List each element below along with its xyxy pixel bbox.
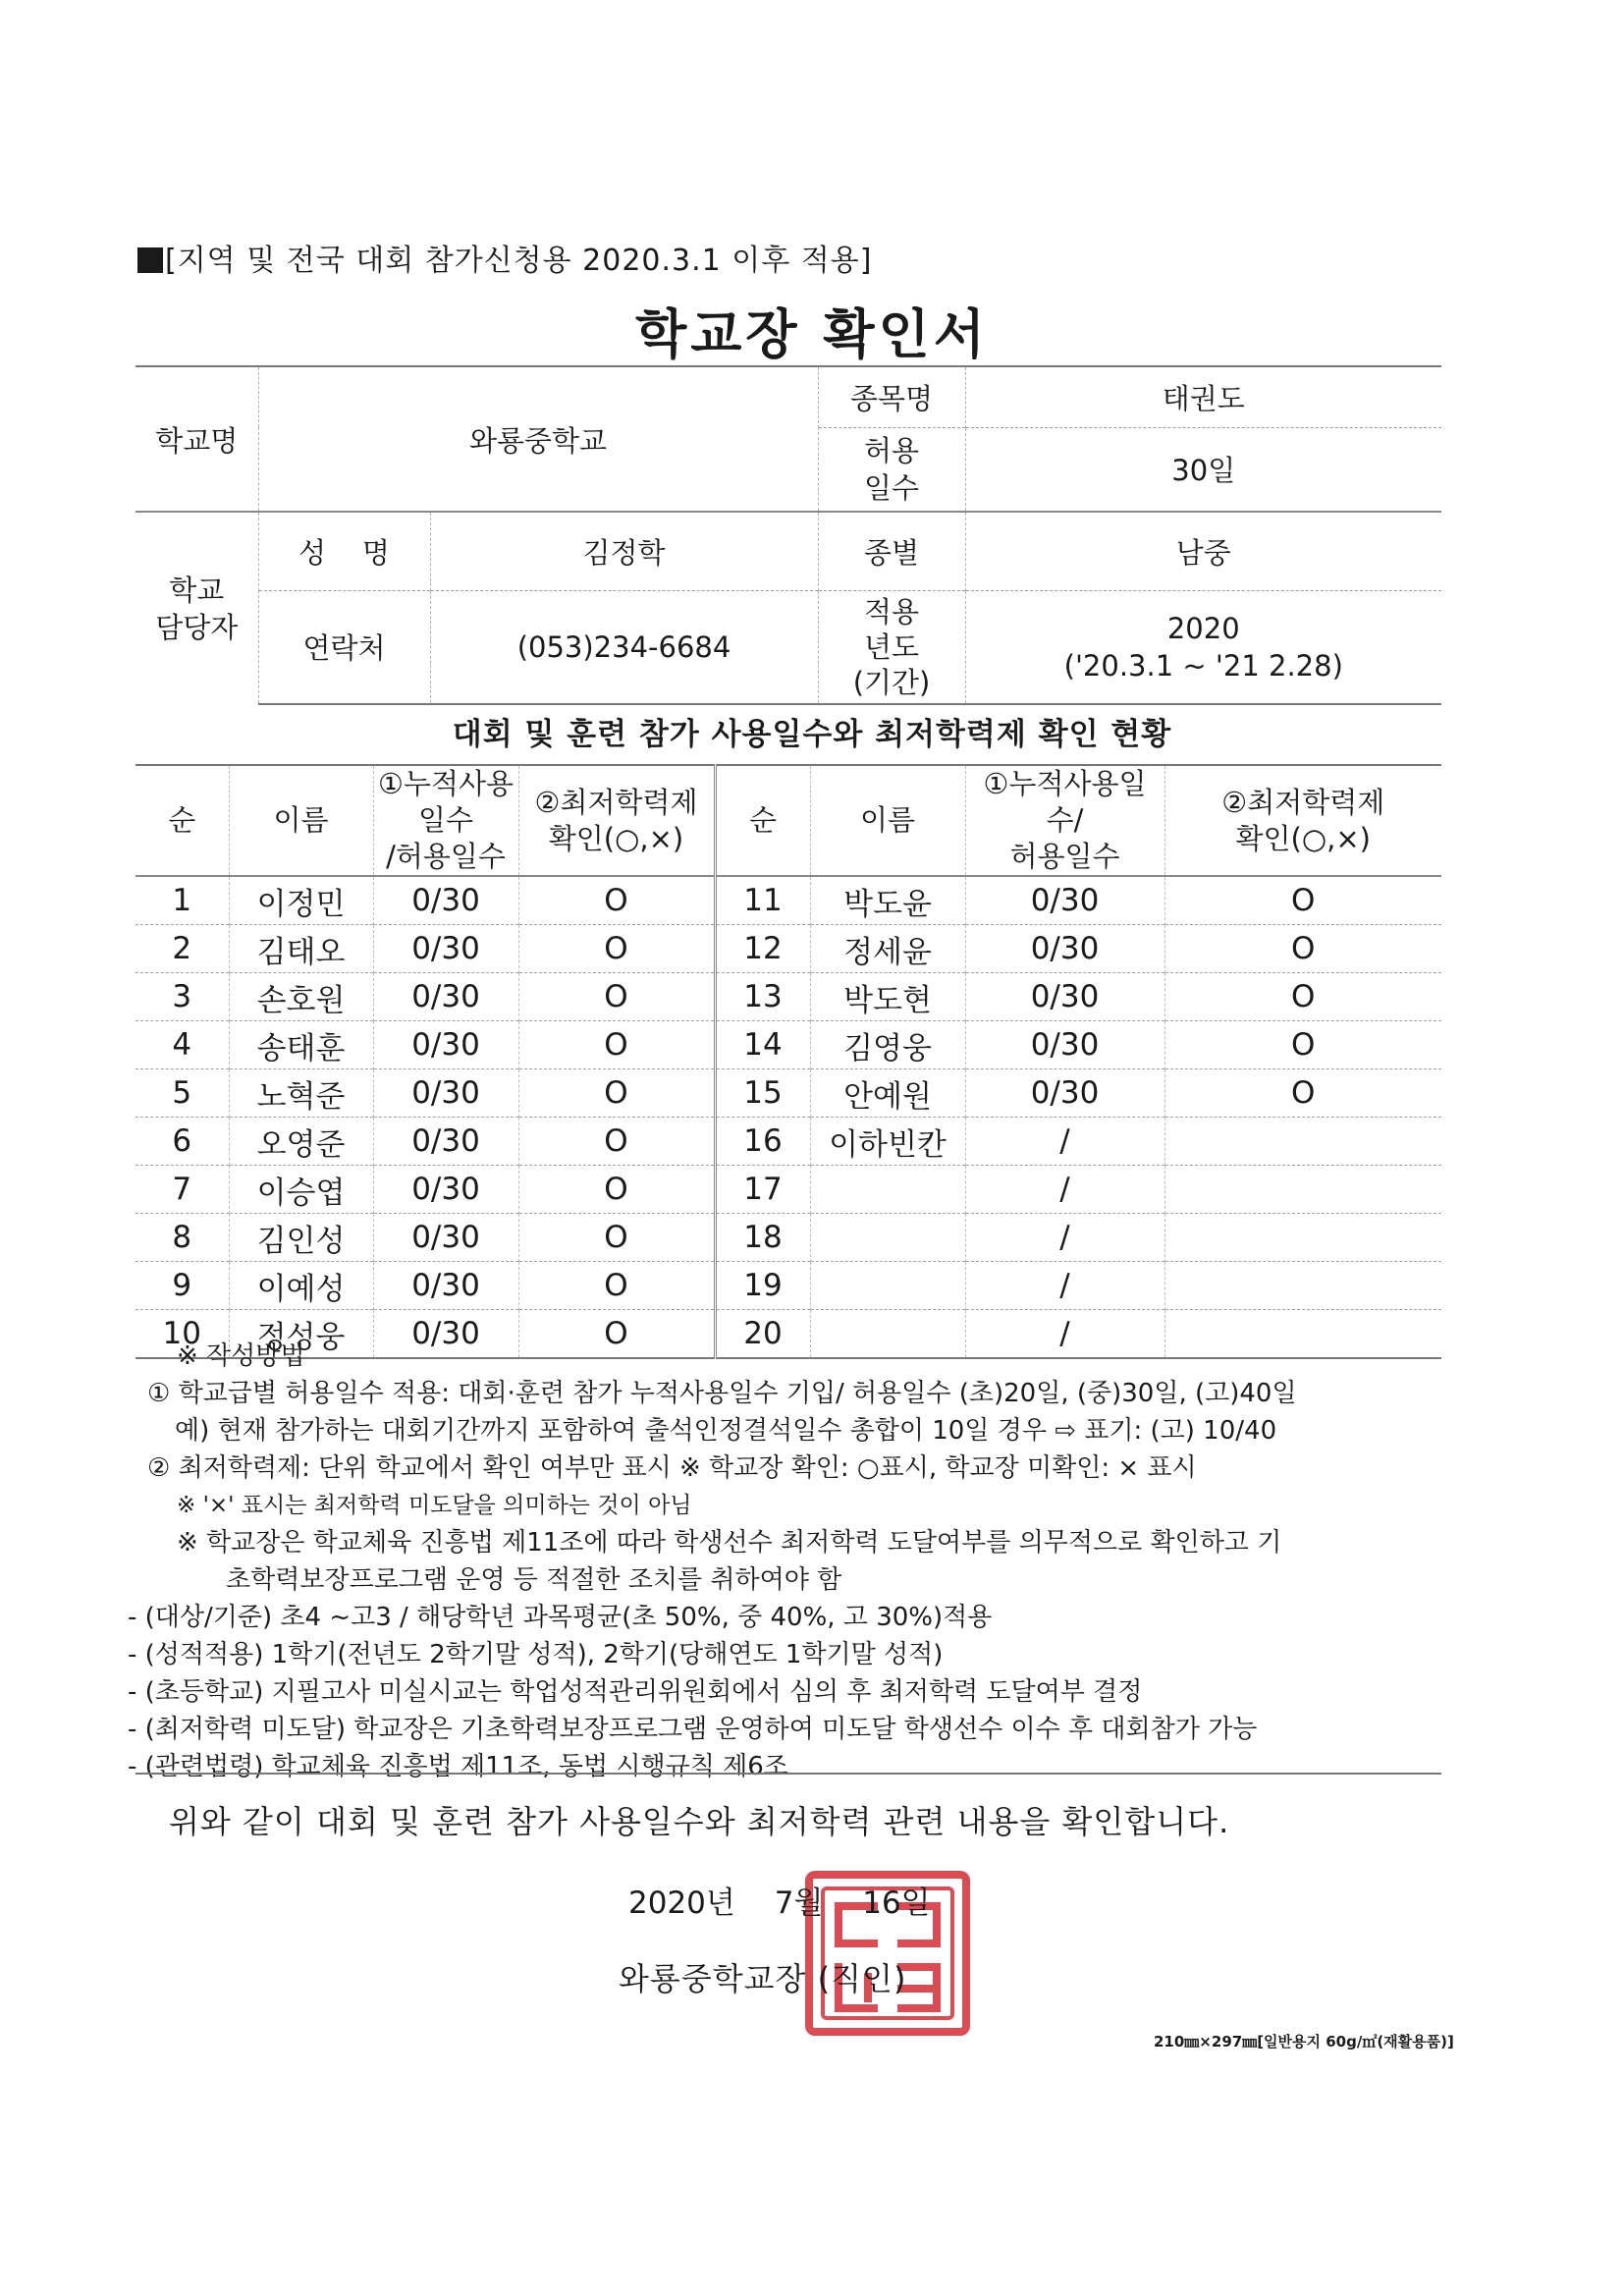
student-no: 15: [715, 1069, 810, 1118]
detail-3: - (초등학교) 지필고사 미실시교는 학업성적관리위원회에서 심의 후 최저학력 도달여부 결정: [128, 1677, 1143, 1707]
note-4a: ※ 학교장은 학교체육 진흥법 제11조에 따라 학생선수 최저학력 도달여부를 의무적으로 확인하고 기: [177, 1528, 1282, 1558]
student-no: 4: [135, 1021, 229, 1069]
min-academic-check: [1164, 1262, 1441, 1310]
student-no: 8: [135, 1214, 229, 1262]
min-academic-check: O: [1164, 1021, 1441, 1069]
student-no: 14: [715, 1021, 810, 1069]
student-name: 오영준: [229, 1118, 373, 1166]
min-academic-check: O: [518, 1069, 715, 1118]
min-academic-check: O: [518, 1118, 715, 1166]
student-no: 6: [135, 1118, 229, 1166]
usage-days: 0/30: [965, 1069, 1164, 1118]
usage-days: /: [965, 1118, 1164, 1166]
student-name: 이정민: [229, 876, 373, 925]
min-academic-check: [1164, 1166, 1441, 1214]
student-no: 10: [135, 1310, 229, 1359]
allowed-days-label: 허용 일수: [818, 427, 965, 512]
detail-1: - (대상/기준) 초4 ~고3 / 해당학년 과목평균(초 50%, 중 40%, 고 30%)적용: [128, 1603, 993, 1632]
manager-name-label: 성 명: [258, 512, 430, 590]
table-row: [135, 1166, 1441, 1214]
paper-spec: 210㎜×297㎜[일반용지 60g/㎡(재활용품)]: [1154, 2033, 1454, 2050]
sport-label: 종목명: [818, 366, 965, 427]
usage-days: 0/30: [373, 1166, 518, 1214]
student-name: 송태훈: [229, 1021, 373, 1069]
min-academic-check: O: [1164, 925, 1441, 973]
form-category: [지역 및 전국 대회 참가신청용 2020.3.1 이후 적용]: [137, 236, 872, 279]
allowed-days-value: 30일: [965, 427, 1441, 512]
header-no-left: 순: [135, 765, 229, 876]
detail-2: - (성적적용) 1학기(전년도 2학기말 성적), 2학기(당해연도 1학기말 성적): [128, 1640, 944, 1669]
detail-5: - (관련법령) 학교체육 진흥법 제11조, 동법 시행규칙 제6조: [128, 1752, 788, 1781]
roster-section-title: 대회 및 훈련 참가 사용일수와 최저학력제 확인 현황: [452, 717, 1172, 752]
student-no: 5: [135, 1069, 229, 1118]
confirmation-statement: 위와 같이 대회 및 훈련 참가 사용일수와 최저학력 관련 내용을 확인합니다.: [169, 1803, 1230, 1840]
student-no: 16: [715, 1118, 810, 1166]
gender-label: 종별: [818, 512, 965, 590]
student-name: 박도현: [810, 973, 965, 1021]
usage-days: 0/30: [965, 1021, 1164, 1069]
student-name: 정성웅: [229, 1310, 373, 1359]
min-academic-check: O: [1164, 973, 1441, 1021]
student-name: 손호원: [229, 973, 373, 1021]
student-name: 정세윤: [810, 925, 965, 973]
student-name: 김영웅: [810, 1021, 965, 1069]
student-name: [810, 1166, 965, 1214]
note-1a: ① 학교급별 허용일수 적용: 대회·훈련 참가 누적사용일수 기입/ 허용일수 (초)20일, (중)30일, (고)40일: [147, 1379, 1297, 1408]
student-no: 9: [135, 1262, 229, 1310]
year-label: 적용 년도 (기간): [818, 590, 965, 704]
contact-label: 연락처: [258, 590, 430, 704]
table-row: [135, 1262, 1441, 1310]
usage-days: 0/30: [373, 973, 518, 1021]
min-academic-check: O: [518, 1166, 715, 1214]
table-row: [135, 876, 1441, 925]
min-academic-check: O: [518, 1021, 715, 1069]
student-name: 이승엽: [229, 1166, 373, 1214]
manager-label: 학교 담당자: [135, 512, 258, 704]
header-check-right: ②최저학력제 확인(○,×): [1164, 765, 1441, 876]
school-info-table: [135, 365, 1441, 705]
min-academic-check: O: [1164, 1069, 1441, 1118]
student-no: 18: [715, 1214, 810, 1262]
usage-days: 0/30: [965, 925, 1164, 973]
note-4b: 초학력보장프로그램 운영 등 적절한 조치를 취하여야 함: [226, 1565, 842, 1595]
student-no: 20: [715, 1310, 810, 1359]
usage-days: /: [965, 1310, 1164, 1359]
school-name-label: 학교명: [135, 366, 258, 512]
student-name: [810, 1262, 965, 1310]
header-usage-left: ①누적사용일수 /허용일수: [373, 765, 518, 876]
header-usage-right: ①누적사용일수/ 허용일수: [965, 765, 1164, 876]
usage-days: 0/30: [965, 876, 1164, 925]
usage-days: 0/30: [373, 1214, 518, 1262]
principal-signature-line: 와룡중학교장 (직인): [619, 1960, 907, 1997]
note-3: ※ '×' 표시는 최저학력 미도달을 의미하는 것이 아님: [177, 1493, 692, 1518]
table-row: [135, 973, 1441, 1021]
contact-value: (053)234-6684: [430, 590, 818, 704]
min-academic-check: O: [1164, 876, 1441, 925]
table-row: [135, 1021, 1441, 1069]
detail-4: - (최저학력 미도달) 학교장은 기초학력보장프로그램 운영하여 미도달 학생선수 이수 후 대회참가 가능: [128, 1715, 1258, 1744]
year-value: 2020 ('20.3.1 ~ '21 2.28): [965, 590, 1441, 704]
usage-days: 0/30: [965, 973, 1164, 1021]
table-row: [135, 925, 1441, 973]
student-name: 이예성: [229, 1262, 373, 1310]
student-no: 7: [135, 1166, 229, 1214]
min-academic-check: O: [518, 1262, 715, 1310]
min-academic-check: O: [518, 1310, 715, 1359]
writing-instructions: [128, 1338, 1443, 1785]
min-academic-check: [1164, 1118, 1441, 1166]
usage-days: 0/30: [373, 1262, 518, 1310]
note-2: ② 최저학력제: 단위 학교에서 확인 여부만 표시 ※ 학교장 확인: ○표시, 학교장 미확인: × 표시: [147, 1453, 1197, 1483]
student-no: 2: [135, 925, 229, 973]
student-no: 3: [135, 973, 229, 1021]
header-no-right: 순: [715, 765, 810, 876]
student-name: 이하빈칸: [810, 1118, 965, 1166]
usage-days: /: [965, 1262, 1164, 1310]
usage-days: 0/30: [373, 1118, 518, 1166]
student-no: 11: [715, 876, 810, 925]
student-no: 13: [715, 973, 810, 1021]
notes-heading: ※ 작성방법: [177, 1341, 305, 1371]
student-name: 박도윤: [810, 876, 965, 925]
min-academic-check: O: [518, 973, 715, 1021]
student-name: [810, 1214, 965, 1262]
header-name-right: 이름: [810, 765, 965, 876]
student-no: 19: [715, 1262, 810, 1310]
student-no: 12: [715, 925, 810, 973]
usage-days: 0/30: [373, 876, 518, 925]
manager-name-value: 김정학: [430, 512, 818, 590]
roster-header-row: [135, 765, 1441, 876]
min-academic-check: O: [518, 876, 715, 925]
usage-days: 0/30: [373, 1021, 518, 1069]
roster-table: [135, 764, 1441, 1359]
school-name-value: 와룡중학교: [258, 366, 818, 512]
header-name-left: 이름: [229, 765, 373, 876]
usage-days: 0/30: [373, 1069, 518, 1118]
gender-value: 남중: [965, 512, 1441, 590]
student-name: 김인성: [229, 1214, 373, 1262]
table-row: [135, 1118, 1441, 1166]
sport-value: 태권도: [965, 366, 1441, 427]
student-name: 김태오: [229, 925, 373, 973]
issue-date: 2020년 7월 16일: [628, 1886, 931, 1921]
usage-days: 0/30: [373, 1310, 518, 1359]
min-academic-check: [1164, 1214, 1441, 1262]
black-square-icon: [137, 247, 163, 273]
student-name: 노혁준: [229, 1069, 373, 1118]
student-no: 1: [135, 876, 229, 925]
note-1b: 예) 현재 참가하는 대회기간까지 포함하여 출석인정결석일수 총합이 10일 경우 ⇨ 표기: (고) 10/40: [175, 1416, 1277, 1446]
usage-days: 0/30: [373, 925, 518, 973]
table-row: [135, 1069, 1441, 1118]
usage-days: /: [965, 1166, 1164, 1214]
min-academic-check: O: [518, 1214, 715, 1262]
divider: [135, 1773, 1441, 1775]
table-row: [135, 1214, 1441, 1262]
student-name: 안예원: [810, 1069, 965, 1118]
min-academic-check: O: [518, 925, 715, 973]
student-no: 17: [715, 1166, 810, 1214]
header-check-left: ②최저학력제 확인(○,×): [518, 765, 715, 876]
usage-days: /: [965, 1214, 1164, 1262]
page-title: 학교장 확인서: [635, 303, 989, 365]
